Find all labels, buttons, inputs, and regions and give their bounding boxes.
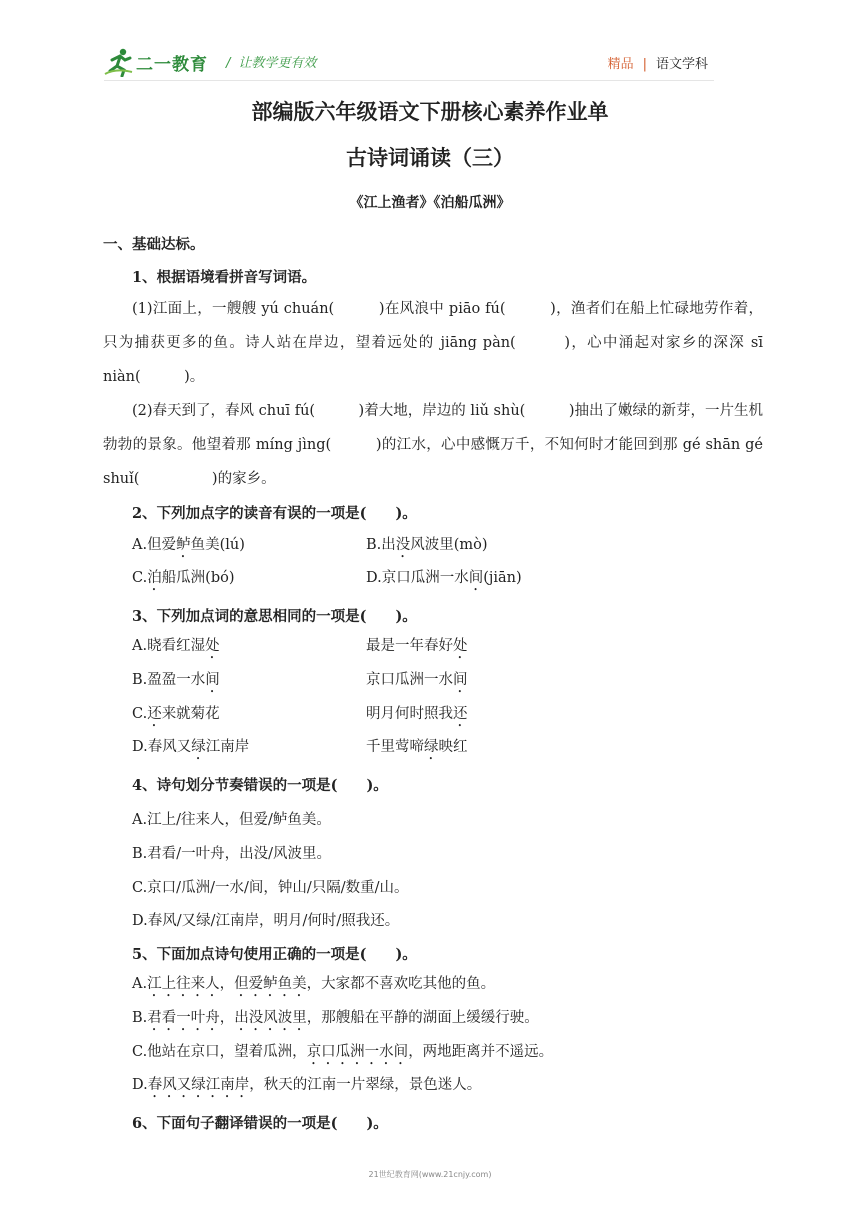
q5-option-c: C.他站在京口，望着瓜洲，京口瓜洲一水间，两地距离并不遥远。 <box>132 1044 554 1060</box>
q2-option-c: C.泊船瓜洲(bó) <box>132 570 235 586</box>
logo <box>104 46 208 78</box>
tag-subject: 语文学科 <box>655 57 708 72</box>
q3-option-d-right: 千里莺啼绿映红 <box>366 739 468 755</box>
q4-option-b: B.君看/一叶舟，出没/风波里。 <box>132 846 332 862</box>
poem-titles: 《江上渔者》《泊船瓜洲》 <box>349 195 511 211</box>
section-heading: 一、基础达标。 <box>103 236 205 253</box>
question-1-para-2: (2)春天到了，春风 chuī fú( )着大地，岸边的 liǔ shù( )抽出了嫩绿的新芽，一片生机勃勃的景象。他望着那 míng jìng( )的江水，心中感慨万千，不知何时才能回到那 gé shān gé shuǐ( )的家乡。 <box>103 403 763 487</box>
question-2-title: 2、下列加点字的读音有误的一项是( )。 <box>132 505 417 522</box>
q5-option-a: A.江上往来人，但爱鲈鱼美，大家都不喜欢吃其他的鱼。 <box>132 976 496 992</box>
tag-separator: | <box>642 57 647 72</box>
question-1-title: 1、根据语境看拼音写词语。 <box>132 269 317 286</box>
page-subtitle-main: 古诗词诵读（三） <box>346 145 514 170</box>
page-header <box>104 46 714 78</box>
q4-option-a: A.江上/往来人，但爱/鲈鱼美。 <box>132 812 331 828</box>
q3-option-a-left: A.晓看红湿处 <box>132 638 220 654</box>
question-4-title: 4、诗句划分节奏错误的一项是( )。 <box>132 777 388 794</box>
header-divider <box>104 80 714 81</box>
q2-option-b: B.出没风波里(mò) <box>366 537 488 553</box>
q2-option-d: D.京口瓜洲一水间(jiān) <box>366 570 522 586</box>
q5-option-b: B.君看一叶舟，出没风波里，那艘船在平静的湖面上缓缓行驶。 <box>132 1010 539 1026</box>
q3-option-c-left: C.还来就菊花 <box>132 706 220 722</box>
q3-option-a-right: 最是一年春好处 <box>366 638 468 654</box>
question-1-para-1: (1)江面上，一艘艘 yú chuán( )在风浪中 piāo fú( )，渔者们在船上忙碌地劳作着，只为捕获更多的鱼。诗人站在岸边，望着远处的 jiāng pàn( )，心中涌起对家乡的深深 sī niàn( )。 <box>103 301 763 385</box>
q3-option-b-left: B.盈盈一水间 <box>132 672 220 688</box>
page-title: 部编版六年级语文下册核心素养作业单 <box>251 99 609 124</box>
q5-option-d: D.春风又绿江南岸，秋天的江南一片翠绿，景色迷人。 <box>132 1077 482 1093</box>
q4-option-d: D.春风/又绿/江南岸，明月/何时/照我还。 <box>132 913 400 929</box>
question-3-title: 3、下列加点词的意思相同的一项是( )。 <box>132 608 417 625</box>
logo-text: 二一教育 <box>136 54 208 75</box>
q2-option-a: A.但爱鲈鱼美(lú) <box>132 537 245 553</box>
page-footer: 21世纪教育网(www.21cnjy.com) <box>368 1170 492 1179</box>
q3-option-d-left: D.春风又绿江南岸 <box>132 739 250 755</box>
slogan: / 让教学更有效 <box>226 56 317 71</box>
q3-option-b-right: 京口瓜洲一水间 <box>366 672 468 688</box>
question-5-title: 5、下面加点诗句使用正确的一项是( )。 <box>132 946 417 963</box>
runner-logo-icon <box>104 47 134 77</box>
tag-premium: 精品 <box>607 57 634 72</box>
question-6-title: 6、下面句子翻译错误的一项是( )。 <box>132 1115 388 1132</box>
q3-option-c-right: 明月何时照我还 <box>366 706 468 722</box>
header-tags <box>608 53 708 72</box>
q4-option-c: C.京口/瓜洲/一水/间，钟山/只隔/数重/山。 <box>132 880 409 896</box>
